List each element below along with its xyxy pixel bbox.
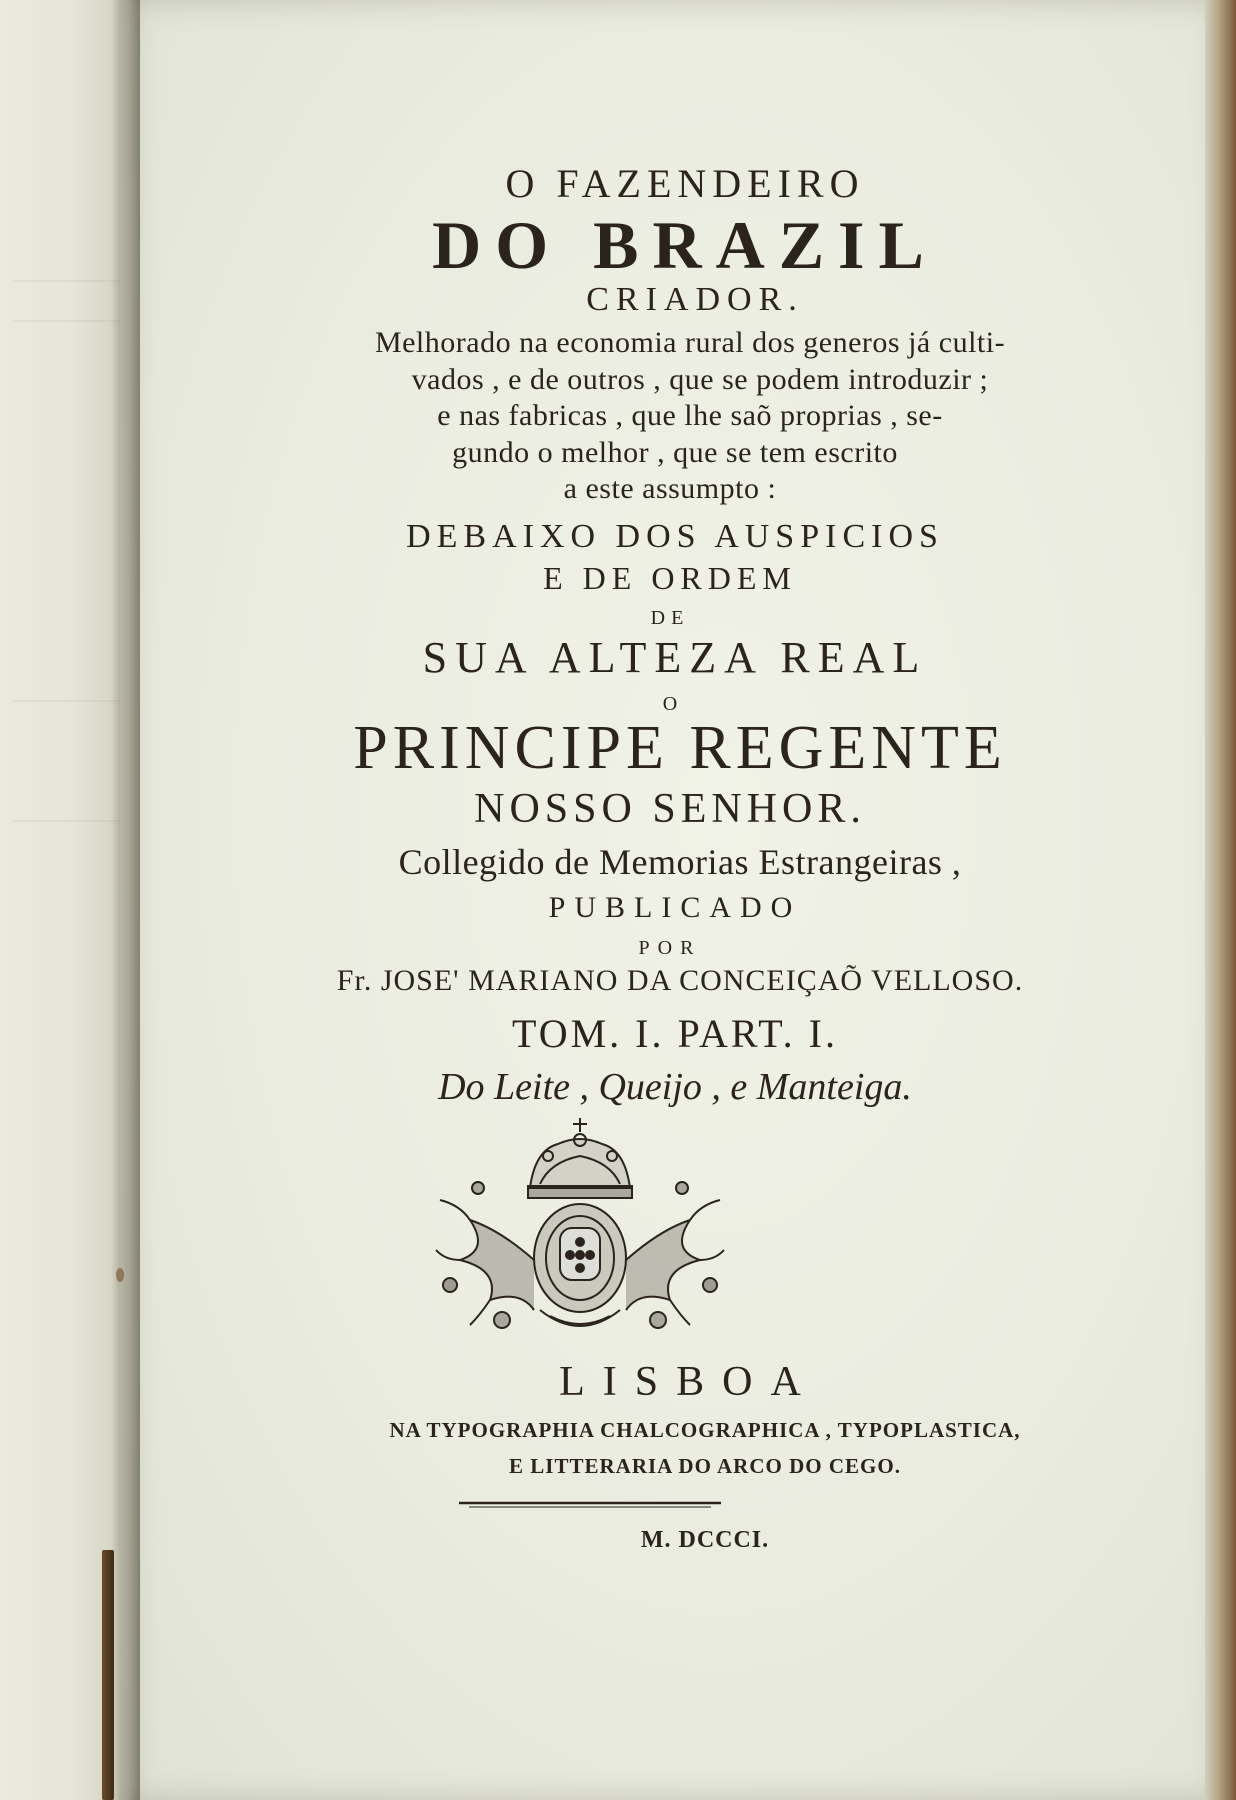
por-line: POR [638,937,702,960]
sua-alteza-line: SUA ALTEZA REAL [422,632,928,682]
volume-line: TOM. I. PART. I. [511,1011,838,1057]
principe-regente-line: PRINCIPE REGENTE [353,713,1007,782]
royal-coat-of-arms-icon [430,1110,730,1350]
date-line: M. DCCCI. [640,1527,770,1553]
author-line: Fr. JOSE' MARIANO DA CONCEIÇAÕ VELLOSO. [336,964,1024,998]
order-line: E DE ORDEM [543,559,797,596]
ornamental-rule [455,1500,725,1510]
de-line: DE [650,606,690,629]
description-line: Melhorado na economia rural dos generos já culti- [374,326,1006,359]
subtitle-line: Do Leite , Queijo , e Manteiga. [438,1066,912,1109]
description-line: e nas fabricas , que lhe saõ proprias , se- [437,399,943,433]
o-line: O [662,692,678,715]
description-line: vados , e de outros , que se podem introduzir ; [411,362,989,396]
nosso-senhor-line: NOSSO SENHOR. [474,786,866,833]
title-line-criador: CRIADOR. [586,281,804,318]
collegido-line: Collegido de Memorias Estrangeiras , [398,842,962,883]
description-line: gundo o melhor , que se tem escrito [452,435,898,469]
description-line: a este assumpto : [563,472,777,506]
left-facing-page [0,0,128,1800]
title-line-fazendeiro: O FAZENDEIRO [505,161,865,206]
title-text-block [120,150,1210,1109]
printer-line-1: NA TYPOGRAPHIA CHALCOGRAPHICA , TYPOPLASTICA, [389,1418,1021,1442]
publicado-line: PUBLICADO [548,891,802,925]
title-line-do-brazil: DO BRAZIL [432,207,938,283]
printer-line-2: E LITTERARIA DO ARCO DO CEGO. [509,1454,901,1478]
foxing-spot [116,1268,124,1282]
auspices-line: DEBAIXO DOS AUSPICIOS [406,517,944,555]
place-line: LISBOA [559,1359,819,1405]
